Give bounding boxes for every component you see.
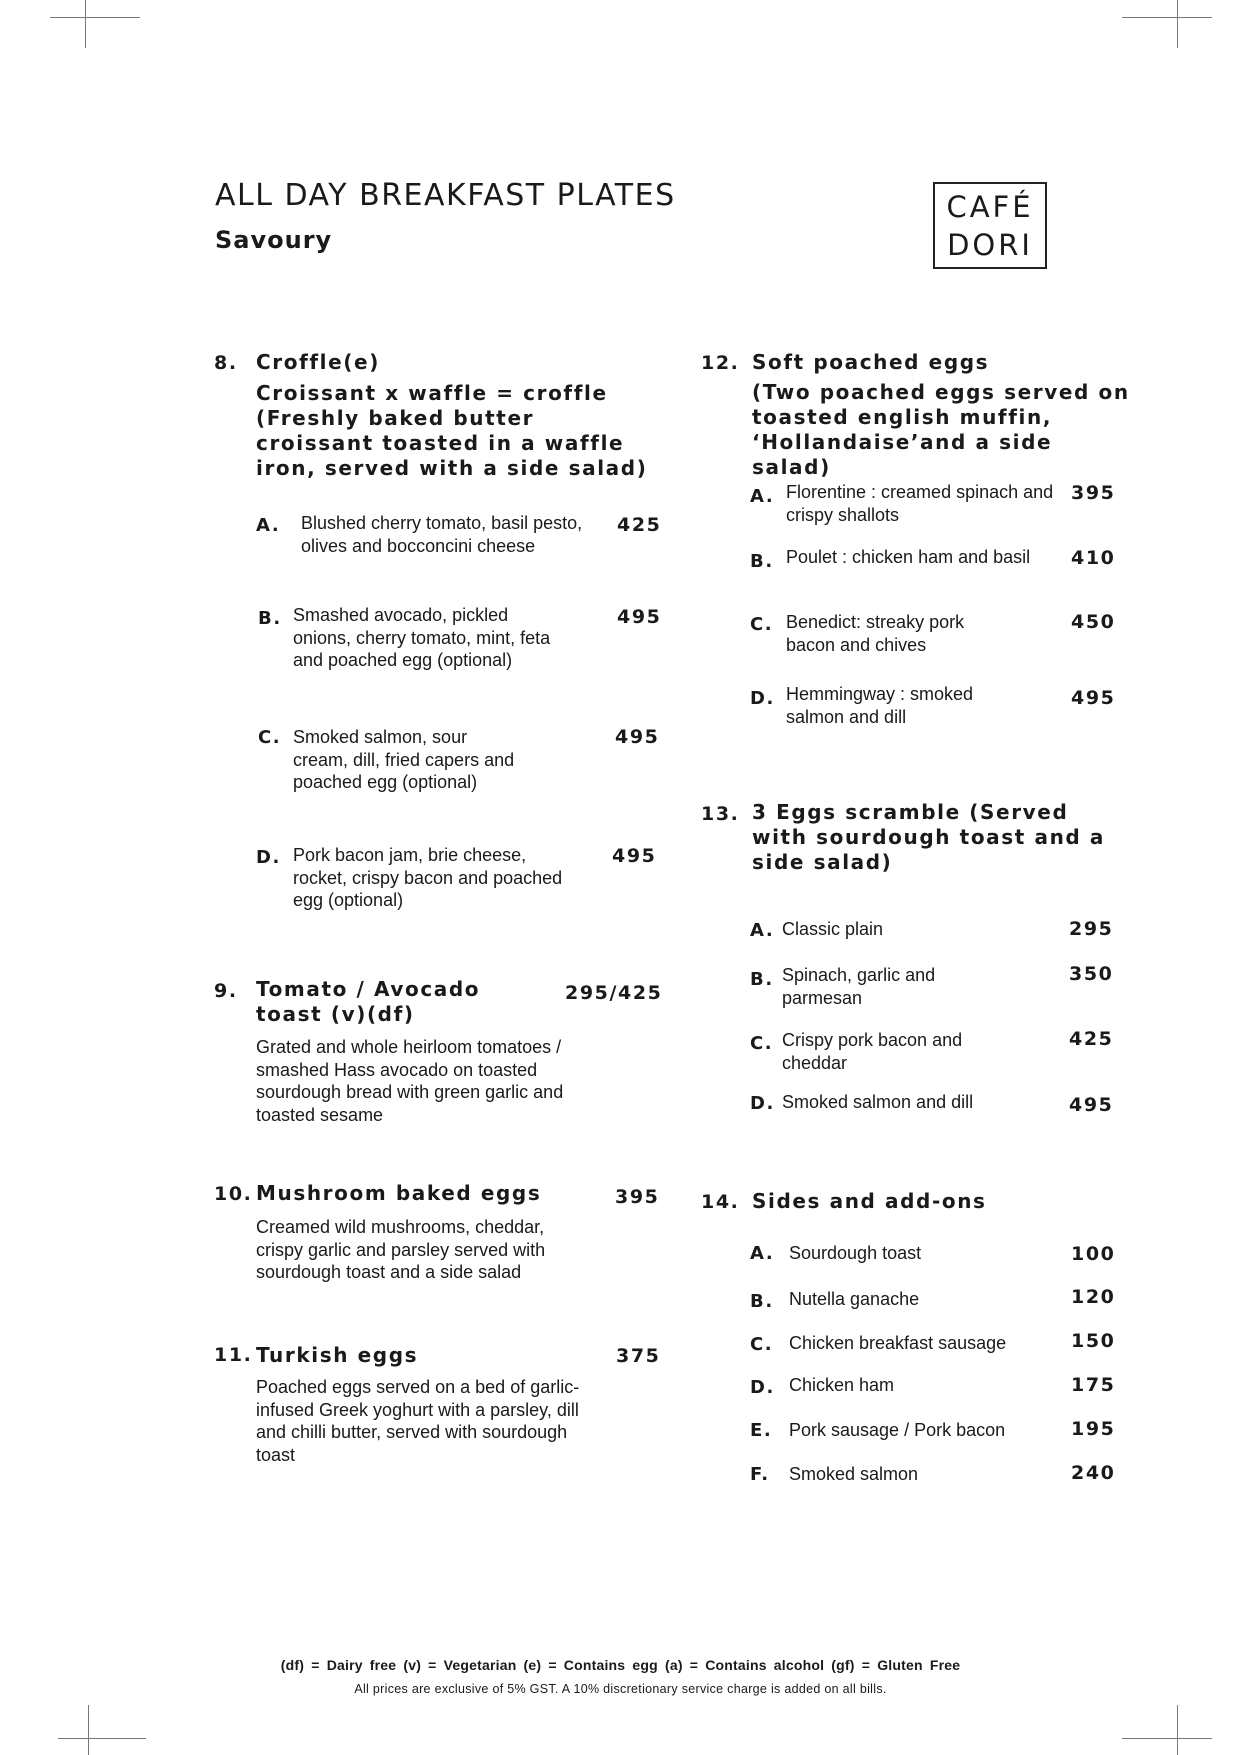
- item-price: 495: [615, 726, 660, 748]
- menu-item: Benedict: streaky pork bacon and chives: [786, 612, 965, 655]
- section-number: 12.: [701, 352, 740, 374]
- crop-mark-bottom-right: [1122, 1738, 1212, 1739]
- item-letter: D.: [750, 1093, 775, 1114]
- item-letter: B.: [258, 608, 282, 629]
- menu-item: Nutella ganache: [789, 1289, 920, 1309]
- item-price: 350: [1069, 963, 1114, 985]
- section-title: Turkish eggs: [256, 1343, 419, 1367]
- section-subtitle: Croissant x waffle = croffle (Freshly baked butter croissant toasted in a waffle iron, served with a side salad): [256, 381, 648, 480]
- pricing-note: All prices are exclusive of 5% GST. A 10% discretionary service charge is added on all bills.: [354, 1682, 887, 1696]
- crop-mark-bottom-right: [1177, 1705, 1178, 1755]
- item-price: 495: [1069, 1094, 1114, 1116]
- page-subtitle: Savoury: [215, 226, 333, 254]
- menu-item: Chicken ham: [789, 1375, 895, 1395]
- item-price: 395: [1071, 482, 1116, 504]
- item-price: 120: [1071, 1286, 1116, 1308]
- menu-item: Pork bacon jam, brie cheese, rocket, crispy bacon and poached egg (optional): [293, 845, 563, 910]
- item-letter: B.: [750, 969, 774, 990]
- section-number: 14.: [701, 1191, 740, 1213]
- item-price: 240: [1071, 1462, 1116, 1484]
- item-letter: F.: [750, 1464, 770, 1485]
- item-price: 150: [1071, 1330, 1116, 1352]
- item-price: 425: [617, 514, 662, 536]
- menu-item: Poulet : chicken ham and basil: [786, 547, 1031, 567]
- section-title: Tomato / Avocado toast (v)(df): [256, 977, 481, 1026]
- crop-mark-top-left: [85, 0, 86, 48]
- item-price: 100: [1071, 1243, 1116, 1265]
- logo-line-1: CAFÉ: [946, 190, 1034, 224]
- section-title: Soft poached eggs: [752, 350, 990, 374]
- crop-mark-top-right: [1122, 17, 1212, 18]
- section-subtitle: (Two poached eggs served on toasted english muffin, ‘Hollandaise’and a side salad): [752, 380, 1130, 479]
- menu-item: Smoked salmon, sour cream, dill, fried capers and poached egg (optional): [293, 727, 515, 792]
- item-price: 175: [1071, 1374, 1116, 1396]
- item-letter: D.: [256, 847, 281, 868]
- item-letter: A.: [750, 1243, 775, 1264]
- item-letter: A.: [750, 486, 775, 507]
- menu-item: Pork sausage / Pork bacon: [789, 1420, 1006, 1440]
- section-description: Grated and whole heirloom tomatoes / smashed Hass avocado on toasted sourdough bread with green garlic and toasted sesame: [256, 1037, 564, 1125]
- section-number: 11.: [214, 1344, 253, 1366]
- item-price: 195: [1071, 1418, 1116, 1440]
- crop-mark-top-right: [1177, 0, 1178, 48]
- menu-item: Classic plain: [782, 919, 884, 939]
- item-price: 295: [1069, 918, 1114, 940]
- item-price: 495: [1071, 687, 1116, 709]
- section-title: Sides and add-ons: [752, 1189, 987, 1213]
- item-letter: C.: [258, 727, 282, 748]
- section-title: Mushroom baked eggs: [256, 1181, 542, 1205]
- section-number: 10.: [214, 1183, 253, 1205]
- item-letter: E.: [750, 1420, 773, 1441]
- item-letter: B.: [750, 1291, 774, 1312]
- item-price: 295/425: [565, 982, 663, 1004]
- menu-item: Blushed cherry tomato, basil pesto, olives and bocconcini cheese: [301, 513, 583, 556]
- dietary-legend: (df) = Dairy free (v) = Vegetarian (e) = Contains egg (a) = Contains alcohol (gf) = Gluten Free: [280, 1657, 961, 1673]
- item-price: 495: [617, 606, 662, 628]
- item-letter: C.: [750, 1334, 774, 1355]
- item-letter: C.: [750, 1033, 774, 1054]
- item-price: 450: [1071, 611, 1116, 633]
- menu-item: Hemmingway : smoked salmon and dill: [786, 684, 974, 727]
- item-letter: D.: [750, 688, 775, 709]
- crop-mark-top-left: [50, 17, 140, 18]
- section-title: 3 Eggs scramble (Served with sourdough toast and a side salad): [752, 800, 1105, 874]
- logo-line-2: DORI: [947, 228, 1033, 262]
- menu-item: Chicken breakfast sausage: [789, 1333, 1007, 1353]
- section-number: 8.: [214, 352, 238, 374]
- item-letter: A.: [750, 920, 775, 941]
- menu-item: Crispy pork bacon and cheddar: [782, 1030, 963, 1073]
- section-title: Croffle(e): [256, 350, 380, 374]
- cafe-logo: [933, 182, 1047, 269]
- menu-item: Spinach, garlic and parmesan: [782, 965, 936, 1008]
- section-description: Poached eggs served on a bed of garlic-infused Greek yoghurt with a parsley, dill and chilli butter, served with sourdough toast: [256, 1377, 580, 1465]
- menu-item: Sourdough toast: [789, 1243, 922, 1263]
- menu-item: Smoked salmon and dill: [782, 1092, 974, 1112]
- item-price: 410: [1071, 547, 1116, 569]
- menu-item: Florentine : creamed spinach and crispy shallots: [786, 482, 1054, 525]
- item-letter: D.: [750, 1377, 775, 1398]
- section-description: Creamed wild mushrooms, cheddar, crispy garlic and parsley served with sourdough toast and a side salad: [256, 1217, 546, 1282]
- item-price: 395: [615, 1186, 660, 1208]
- section-number: 13.: [701, 803, 740, 825]
- item-price: 375: [616, 1345, 661, 1367]
- menu-item: Smoked salmon: [789, 1464, 919, 1484]
- item-letter: C.: [750, 614, 774, 635]
- item-letter: A.: [256, 515, 281, 536]
- item-price: 495: [612, 845, 657, 867]
- crop-mark-bottom-left: [88, 1705, 89, 1755]
- item-letter: B.: [750, 551, 774, 572]
- section-number: 9.: [214, 980, 238, 1002]
- page-title: ALL DAY BREAKFAST PLATES: [215, 178, 676, 213]
- crop-mark-bottom-left: [58, 1738, 146, 1739]
- menu-item: Smashed avocado, pickled onions, cherry tomato, mint, feta and poached egg (optional): [293, 605, 551, 670]
- item-price: 425: [1069, 1028, 1114, 1050]
